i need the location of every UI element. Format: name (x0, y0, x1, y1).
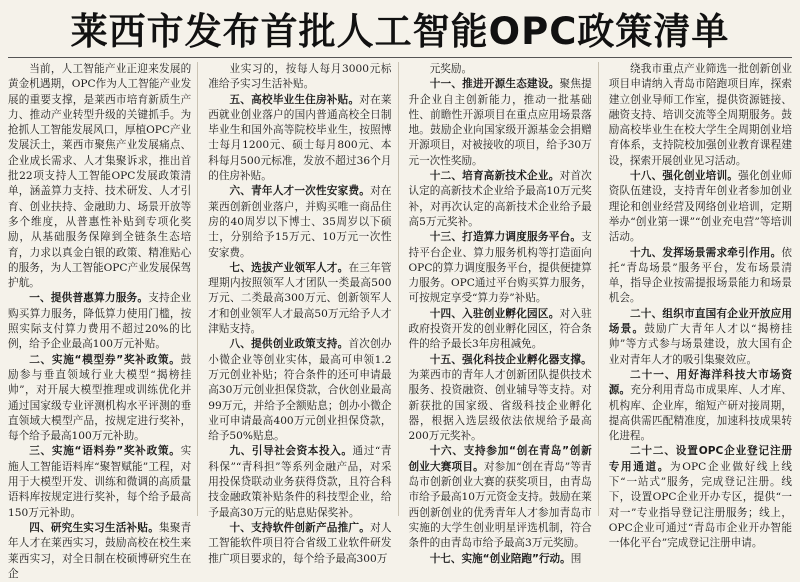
policy-heading: 七、选拔产业领军人才。 (229, 261, 349, 274)
policy-text: 围 (570, 552, 582, 565)
policy-item (609, 307, 792, 368)
policy-text: 实施人工智能语料库“聚智赋能”工程，对用于大模型开发、训练和微调的高质量语料库按规定进行奖补，每个给予最高150万元补助。 (8, 445, 192, 519)
policy-heading: 二十一、用好海洋科技大市场资源。 (608, 368, 792, 397)
policy-heading: 二、实施“模型券”奖补政策。 (29, 353, 181, 366)
policy-text: 在三年管理期内按照领军人才团队一类最高500万元、二类最高300万元、创新领军人才和创业领军人才最高50万元给予人才津贴支持。 (208, 261, 392, 336)
policy-heading: 十七、实施“创业陪跑”行动。 (429, 552, 571, 565)
policy-item (609, 169, 792, 245)
column-3 (408, 62, 599, 565)
column-1 (8, 62, 198, 580)
paragraph: 当前，人工智能产业正迎来发展的黄金机遇期，OPC作为人工智能产业发展的重要支撑，是莱西市培育新质生产力、推动产业转型升级的关键抓手。为抢抓人工智能发展风口，厚植OPC产业发展沃土，莱西市聚焦产业发展痛点、企业成长需求、人才集聚诉求，推出首批22项支持人工智能OPC发展政策清单，涵盖算力支持、技术研发、人才引育、创业扶持、金融助力、场景开放等多个维度，从普惠性补贴到专项化奖励，从基础服务保障到全链条生态培育，力求以真金白银的政策、精准贴心的服务，为人工智能OPC产业发展保驾护航。 (8, 63, 192, 290)
policy-text: 对在莱西就业创业落户的国内普通高校全日制毕业生和国外高等院校毕业生，按照博士每月1200元、硕士每月800元、本科每月500元标准，发放不超过36个月的住房补贴。 (208, 93, 392, 183)
policy-text: 聚焦提升企业自主创新能力，推动一批基础性、前瞻性开源项目在重点应用场景落地。鼓励企业向国家级开源基金会捐赠开源项目，对被接收的项目，给予30万元一次性奖励。 (408, 78, 592, 167)
policy-item (409, 230, 592, 306)
policy-text: 通过“青科保”“青科担”等系列金融产品，对采用投保贷联动业务获得贷款，且符合科技金融政策补贴条件的科技型企业，给予最高30万元的贴息贴保奖补。 (208, 445, 392, 519)
policy-item (208, 184, 391, 260)
policy-text: 对入驻政府投资开发的创业孵化园区，符合条件的给予最长3年房租减免。 (408, 307, 592, 351)
policy-text: 对首次认定的高新技术企业给予最高10万元奖补，对再次认定的高新技术企业给予最高5万元奖补。 (408, 170, 592, 228)
policy-heading: 十五、强化科技企业孵化器支撑。 (429, 353, 592, 366)
policy-item (609, 368, 792, 444)
policy-heading: 六、青年人才一次性安家费。 (229, 185, 371, 198)
policy-heading: 十六、支持参加“创在青岛”创新创业大赛项目。 (408, 445, 592, 473)
policy-heading: 五、高校毕业生住房补贴。 (229, 93, 360, 106)
policy-item (8, 521, 191, 582)
policy-item (8, 291, 191, 352)
policy-item (8, 353, 191, 445)
policy-heading: 八、提供创业政策支持。 (229, 338, 349, 351)
policy-item (208, 261, 391, 337)
policy-heading: 九、引导社会资本投入。 (229, 445, 353, 458)
policy-item (409, 552, 592, 567)
policy-text: 支持企业购买算力服务，降低算力使用门槛，按照实际支付算力费用不超过20%的比例，给予企业最高100万元补贴。 (8, 292, 192, 351)
policy-text: 首次创办小微企业等创业实体，最高可申领1.2万元创业补贴；符合条件的还可申请最高30万元创业担保贷款，合伙创业最高99万元，并给予全额贴息；创办小微企业可申请最高400万元创业担保贷款，给予50%贴息。 (208, 338, 392, 443)
policy-item (609, 246, 792, 307)
policy-text: 支持平台企业、算力服务机构等打造面向OPC的算力调度服务平台，提供便捷算力服务。OPC通过平台购买算力服务，可按规定享受“算力券”补贴。 (408, 231, 592, 305)
headline-rule (8, 57, 792, 58)
paragraph: 业实习的，按每人每月3000元标准给予实习生活补贴。 (208, 63, 392, 91)
policy-item (208, 444, 391, 520)
policy-item (409, 77, 592, 169)
policy-item (409, 169, 592, 230)
policy-heading: 四、研究生实习生活补贴。 (29, 521, 160, 534)
policy-item (409, 307, 592, 353)
policy-text: 鼓励参与垂直领域行业大模型“揭榜挂帅”，对开展大模型推理或训练优化并通过国家级专业评测机构水平评测的垂直领域大模型产品，按规定进行奖补，每个给予最高100万元补助。 (8, 353, 192, 443)
policy-heading: 十九、发挥场景需求牵引作用。 (629, 246, 782, 259)
policy-heading: 十八、强化创业培训。 (629, 170, 739, 183)
policy-heading: 十一、推进开源生态建设。 (429, 78, 560, 91)
policy-item (208, 521, 391, 567)
policy-item (208, 337, 391, 444)
policy-item (609, 444, 792, 551)
paragraph: 绕我市重点产业筛选一批创新创业项目申请纳入青岛市陪跑项目库，探索建立创业导师工作室，提供资源链接、融资支持、培训交流等全周期服务。鼓励高校毕业生在校大学生全周期创业培育体系，支持院校加强创业教育课程建设，探索开展创业见习活动。 (608, 63, 792, 167)
policy-heading: 二十二、设置OPC企业登记注册专用通道。 (608, 445, 792, 473)
policy-text: 鼓励广大青年人才以“揭榜挂帅”等方式参与场景建设，放大国有企业对青年人才的吸引集聚效应。 (608, 323, 793, 366)
policy-text: 集聚青年人才在莱西实习，鼓励高校在校生来莱西实习，对全日制在校硕博研究生在企 (8, 521, 192, 580)
policy-item (208, 93, 391, 185)
column-2 (208, 62, 398, 565)
policy-item (8, 444, 191, 520)
policy-text: 为莱西市的青年人才创新团队提供技术服务、投资融资、创业辅导等支持。对新获批的国家级、省级科技企业孵化器，根据入选层级依法依规给予最高200万元奖补。 (408, 368, 592, 443)
policy-heading: 十二、培育高新技术企业。 (429, 170, 560, 183)
policy-heading: 三、实施“语料券”奖补政策。 (29, 445, 181, 458)
policy-text: 强化创业师资队伍建设，支持青年创业者参加创业理论和创业经营及网络创业培训，定期举办“创业第一课”“创业充电营”等培训活动。 (608, 170, 793, 244)
policy-heading: 二十、组织市直国有企业开放应用场景。 (608, 307, 792, 336)
policy-text: 充分利用青岛市成果库、人才库、机构库、企业库，缩短产研对接周期，提高供需匹配精准度，加速科技成果转化进程。 (608, 384, 793, 443)
policy-text: 对参加“创在青岛”等青岛市创新创业大赛的获奖项目，由青岛市给予最高10万元资金支持。鼓励在莱西创新创业的优秀青年人才参加青岛市实施的大学生创业明星评选机制，符合条件的由青岛市给予最高3万元奖励。 (408, 460, 592, 550)
policy-text: 对人工智能软件项目符合省级工业软件研发推广项目要求的，每个给予最高300万 (208, 521, 392, 565)
policy-item (409, 353, 592, 445)
policy-text: 为OPC企业做好线上线下“一站式”服务，完成登记注册。线下，设置OPC企业开办专区，提供“一对一”专业指导登记注册服务；线上，OPC企业可通过“青岛市企业开办智能一体化平台”完成登记注册申请。 (608, 460, 792, 550)
paragraph: 元奖励。 (429, 63, 473, 75)
column-4 (608, 62, 793, 550)
policy-heading: 一、提供普惠算力服务。 (29, 292, 149, 305)
policy-text: 对在莱西创新创业落户，并购买唯一商品住房的40周岁以下博士、35周岁以下硕士，分别给予15万元、10万元一次性安家费。 (208, 185, 392, 259)
headline: 莱西市发布首批人工智能OPC政策清单 (70, 10, 730, 53)
policy-text: 依托“青岛场景”服务平台，发布场景清单，指导企业按需提报场景能力和场景机会。 (608, 246, 792, 305)
policy-heading: 十、支持软件创新产品推广。 (229, 521, 371, 534)
policy-item (409, 444, 592, 551)
policy-heading: 十三、打造算力调度服务平台。 (429, 231, 582, 244)
policy-heading: 十四、入驻创业孵化园区。 (429, 307, 560, 320)
article-body (8, 62, 793, 580)
